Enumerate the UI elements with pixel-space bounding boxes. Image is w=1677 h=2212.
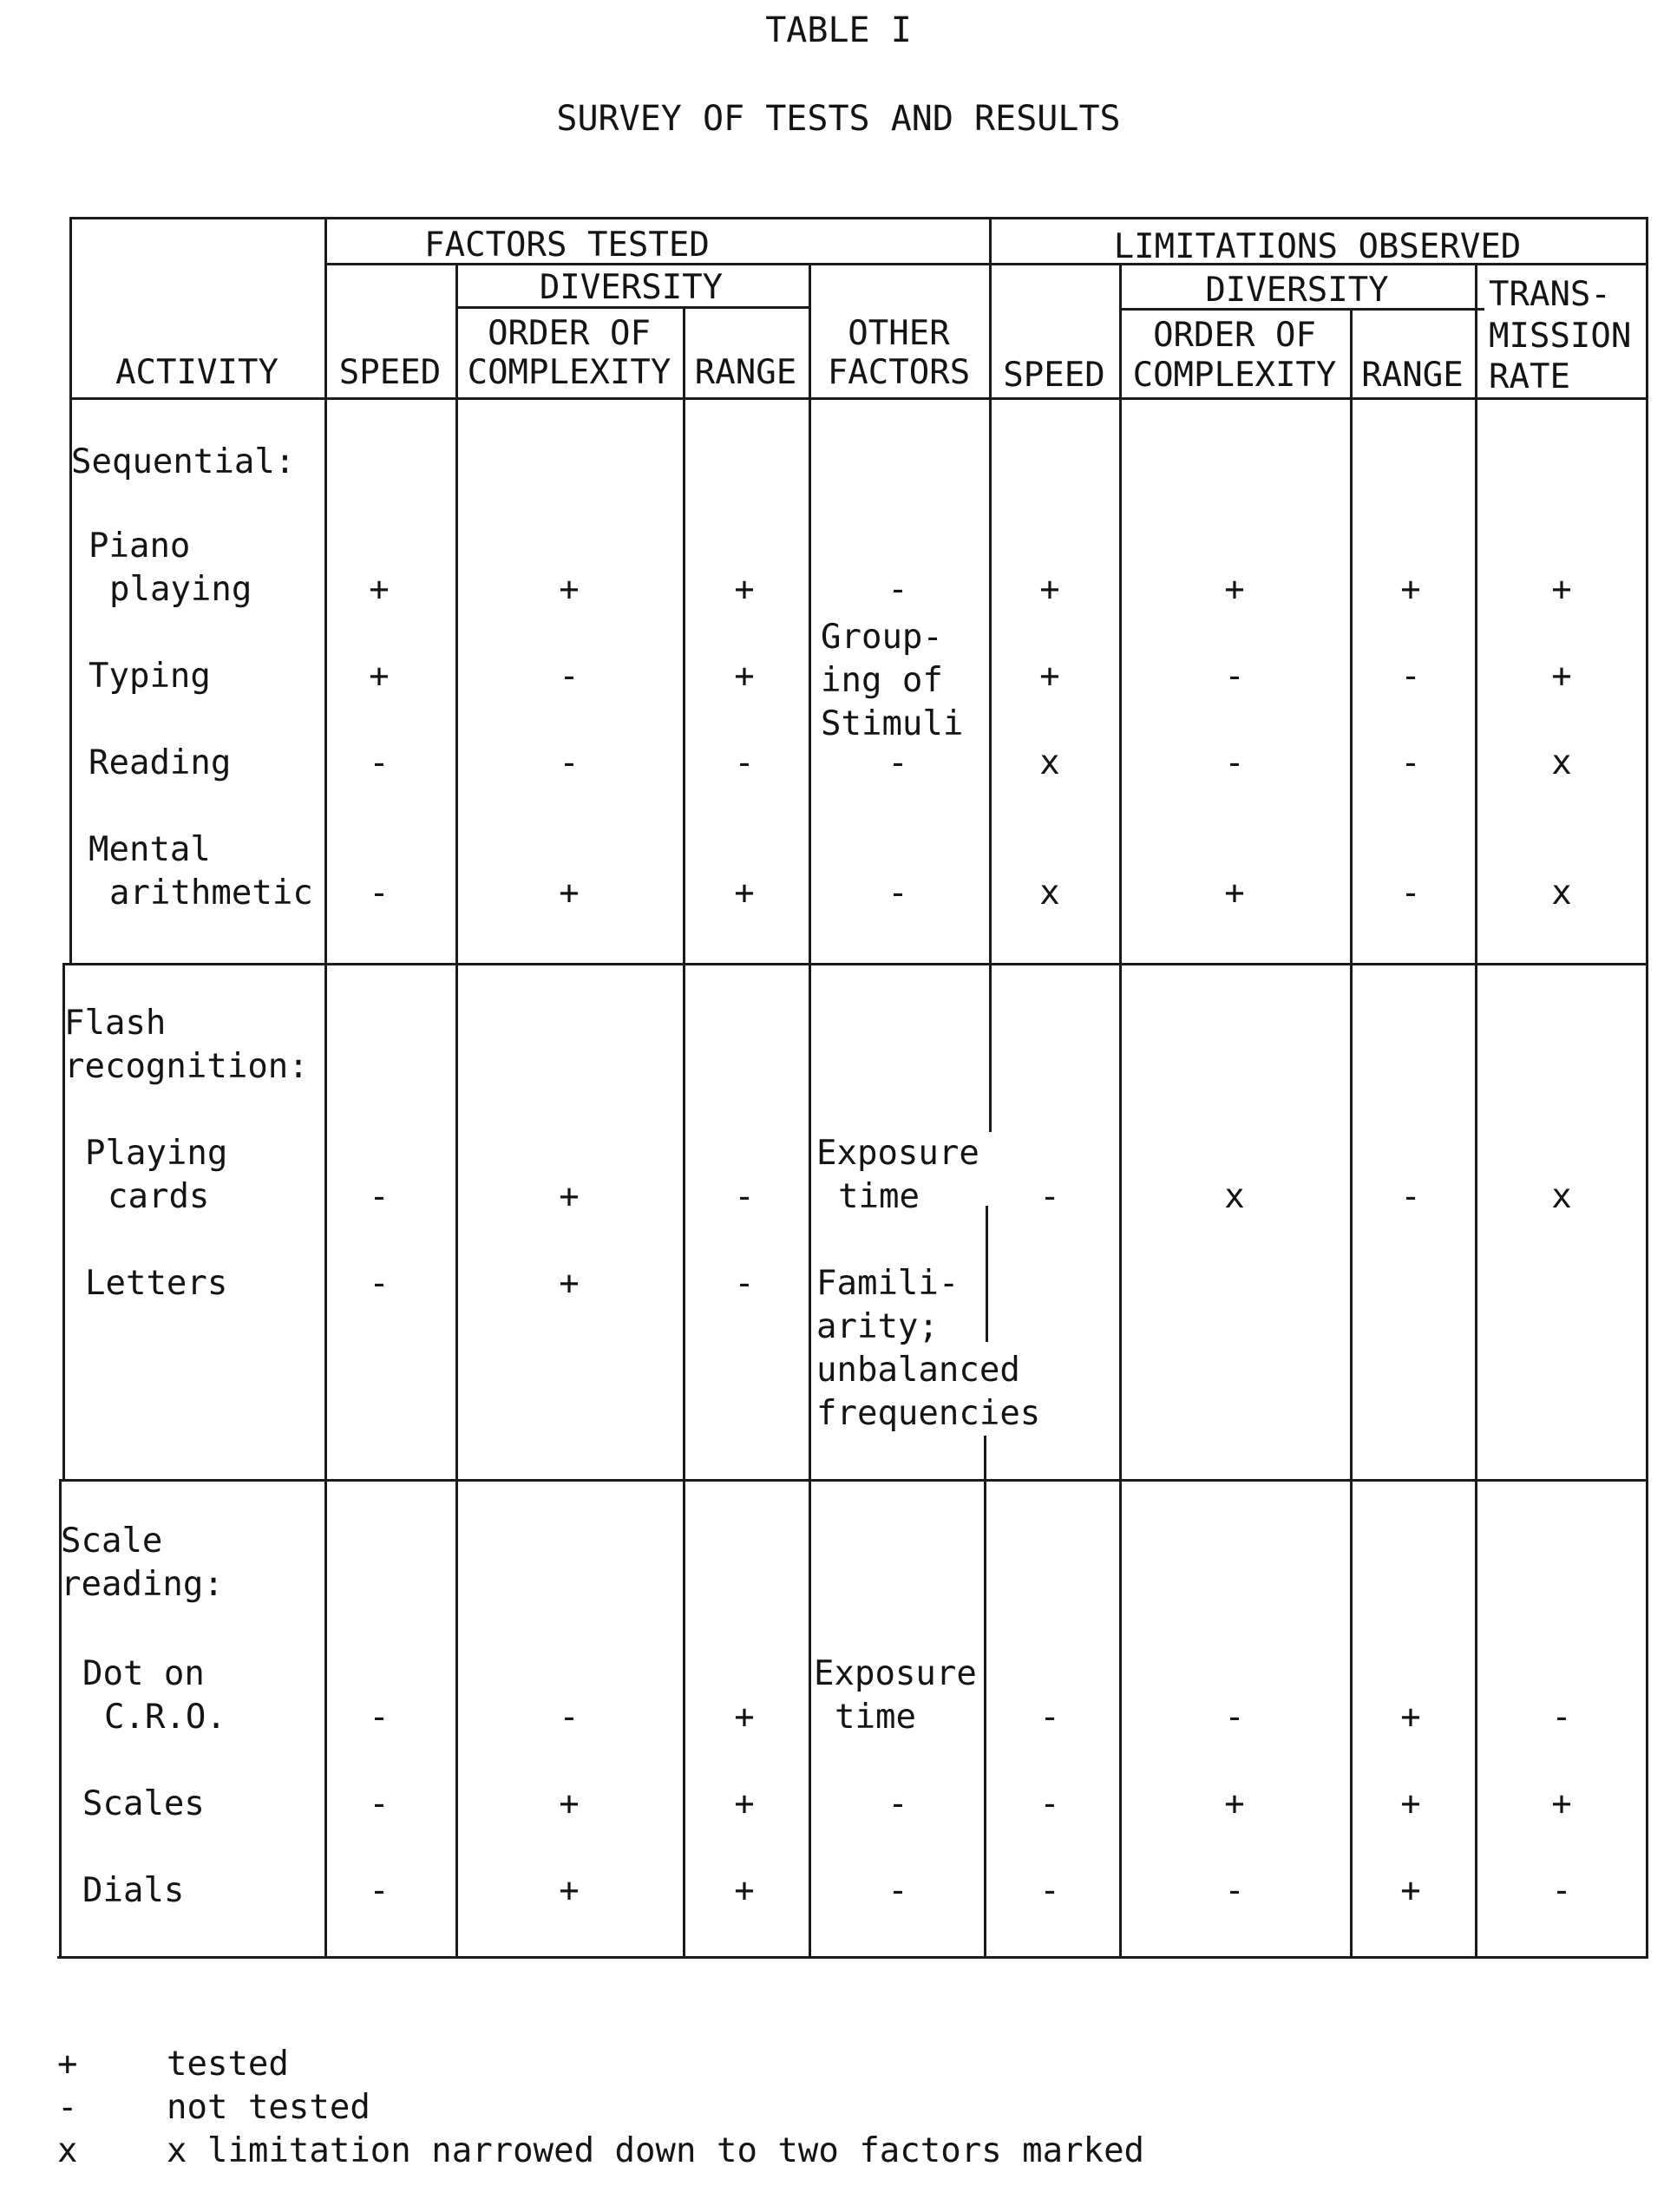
cell-dot-4: -	[1039, 1698, 1060, 1737]
activity-piano-line2: playing	[109, 570, 252, 609]
legend-x-text: x limitation narrowed down to two factors marked	[167, 2131, 1145, 2170]
legend-plus-symbol: +	[57, 2045, 78, 2084]
cell-scales-4: -	[1039, 1784, 1060, 1823]
cell-mental-6: -	[1400, 874, 1421, 913]
cell-letters-2: -	[734, 1264, 755, 1303]
rule-section-1	[62, 963, 1648, 965]
activity-piano-line1: Piano	[88, 527, 191, 566]
cell-cards-2: -	[734, 1177, 755, 1216]
cell-dials-7: -	[1551, 1871, 1572, 1910]
legend-minus-text: not tested	[167, 2088, 370, 2127]
rule-right	[1646, 217, 1648, 1958]
rule-order-left	[455, 263, 458, 1958]
cell-mental-0: -	[369, 874, 390, 913]
cell-cards-1: +	[559, 1177, 580, 1216]
cell-mental-4: x	[1039, 874, 1060, 913]
cell-dials-2: +	[734, 1871, 755, 1910]
rule-speed2-left-b	[986, 1206, 988, 1342]
legend-plus-text: tested	[167, 2045, 289, 2084]
section-scale-line2: reading:	[61, 1565, 224, 1604]
rule-speed2-left-c	[984, 1436, 986, 1958]
note-familiarity-line4: frequencies	[816, 1394, 1041, 1433]
section-scale-line1: Scale	[61, 1522, 163, 1561]
section-flash-line2: recognition:	[64, 1047, 309, 1086]
cell-reading-4: x	[1039, 743, 1060, 782]
activity-typing: Typing	[88, 657, 211, 696]
cell-piano-0: +	[369, 570, 390, 609]
cell-mental-5: +	[1224, 874, 1245, 913]
cell-reading-0: -	[369, 743, 390, 782]
cell-letters-0: -	[369, 1264, 390, 1303]
cell-scales-6: +	[1400, 1784, 1421, 1823]
header-order-of-observed: ORDER OF	[1153, 316, 1316, 355]
rule-top	[69, 217, 1648, 219]
cell-dot-0: -	[369, 1698, 390, 1737]
activity-letters: Letters	[85, 1264, 228, 1303]
header-complexity-observed: COMPLEXITY	[1132, 356, 1337, 395]
cell-typing-4: +	[1039, 657, 1060, 696]
cell-reading-1: -	[559, 743, 580, 782]
header-speed-tested: SPEED	[338, 353, 442, 392]
rule-order2-left	[1119, 263, 1122, 1958]
cell-mental-3: -	[888, 874, 908, 913]
cell-dials-5: -	[1224, 1871, 1245, 1910]
cell-piano-3: -	[888, 570, 908, 609]
header-factors: FACTORS	[827, 353, 971, 392]
cell-dials-4: -	[1039, 1871, 1060, 1910]
cell-reading-2: -	[734, 743, 755, 782]
activity-dials: Dials	[82, 1871, 185, 1910]
cell-reading-7: x	[1551, 743, 1572, 782]
activity-reading: Reading	[88, 743, 232, 782]
header-range-observed: RANGE	[1361, 356, 1464, 395]
header-limitations-observed: LIMITATIONS OBSERVED	[1113, 227, 1522, 266]
cell-typing-6: -	[1400, 657, 1421, 696]
activity-dot-line1: Dot on	[82, 1654, 205, 1693]
rule-range-left	[683, 306, 685, 1958]
cell-dot-5: -	[1224, 1698, 1245, 1737]
section-sequential: Sequential:	[71, 442, 296, 481]
cell-cards-7: x	[1551, 1177, 1572, 1216]
rule-range2-left	[1350, 308, 1353, 1958]
header-rate: RATE	[1489, 357, 1570, 396]
cell-dot-1: -	[559, 1698, 580, 1737]
rule-other-left	[809, 263, 811, 1958]
rule-left-1	[69, 217, 72, 963]
cell-dot-2: +	[734, 1698, 755, 1737]
header-other: OTHER	[848, 314, 950, 353]
cell-piano-2: +	[734, 570, 755, 609]
cell-typing-1: -	[559, 657, 580, 696]
cell-typing-0: +	[369, 657, 390, 696]
cell-letters-1: +	[559, 1264, 580, 1303]
note-familiarity-line2: arity;	[816, 1307, 939, 1346]
header-mission: MISSION	[1489, 317, 1632, 356]
cell-piano-6: +	[1400, 570, 1421, 609]
activity-cards-line1: Playing	[85, 1134, 228, 1173]
cell-cards-6: -	[1400, 1177, 1421, 1216]
rule-header-bottom	[69, 397, 1648, 400]
cell-piano-1: +	[559, 570, 580, 609]
header-factors-tested: FACTORS TESTED	[424, 226, 710, 265]
cell-reading-5: -	[1224, 743, 1245, 782]
cell-typing-5: -	[1224, 657, 1245, 696]
note-familiarity-line1: Famili-	[816, 1264, 960, 1303]
table-number: TABLE I	[765, 10, 912, 50]
note-exposure-dot-line1: Exposure	[814, 1654, 977, 1693]
note-familiarity-line3: unbalanced	[816, 1351, 1020, 1390]
note-exposure-cards-line2: time	[838, 1177, 920, 1216]
cell-scales-7: +	[1551, 1784, 1572, 1823]
activity-mental-line1: Mental	[88, 830, 211, 869]
header-range-tested: RANGE	[694, 353, 797, 392]
cell-typing-7: +	[1551, 657, 1572, 696]
header-speed-observed: SPEED	[1003, 356, 1105, 395]
cell-scales-1: +	[559, 1784, 580, 1823]
cell-cards-4: -	[1039, 1177, 1060, 1216]
cell-dials-0: -	[369, 1871, 390, 1910]
cell-cards-0: -	[369, 1177, 390, 1216]
rule-speed-left	[324, 217, 327, 1958]
note-grouping-line1: Group-	[821, 618, 943, 657]
cell-scales-0: -	[369, 1784, 390, 1823]
cell-dot-7: -	[1551, 1698, 1572, 1737]
header-complexity-tested: COMPLEXITY	[467, 353, 671, 392]
section-flash-line1: Flash	[64, 1004, 167, 1043]
cell-dials-6: +	[1400, 1871, 1421, 1910]
header-diversity-observed: DIVERSITY	[1205, 271, 1389, 310]
cell-reading-3: -	[888, 743, 908, 782]
cell-cards-5: x	[1224, 1177, 1245, 1216]
cell-reading-6: -	[1400, 743, 1421, 782]
header-order-of-tested: ORDER OF	[488, 314, 651, 353]
note-grouping-line3: Stimuli	[821, 704, 964, 743]
note-grouping-line2: ing of	[821, 661, 943, 700]
activity-dot-line2: C.R.O.	[104, 1698, 226, 1737]
table-title: SURVEY OF TESTS AND RESULTS	[556, 99, 1121, 139]
rule-bottom	[57, 1956, 1648, 1959]
header-diversity-tested: DIVERSITY	[539, 268, 724, 307]
header-trans: TRANS-	[1489, 275, 1611, 314]
activity-mental-line2: arithmetic	[109, 874, 313, 913]
legend-x-symbol: x	[57, 2131, 78, 2170]
cell-piano-4: +	[1039, 570, 1060, 609]
cell-mental-7: x	[1551, 874, 1572, 913]
cell-mental-1: +	[559, 874, 580, 913]
cell-scales-3: -	[888, 1784, 908, 1823]
rule-section-2	[61, 1479, 1648, 1482]
activity-scales: Scales	[82, 1784, 205, 1823]
cell-mental-2: +	[734, 874, 755, 913]
activity-cards-line2: cards	[108, 1177, 210, 1216]
legend-minus-symbol: -	[57, 2088, 78, 2127]
cell-scales-2: +	[734, 1784, 755, 1823]
cell-piano-5: +	[1224, 570, 1245, 609]
cell-typing-2: +	[734, 657, 755, 696]
rule-rate-left	[1475, 263, 1477, 1958]
cell-dot-6: +	[1400, 1698, 1421, 1737]
note-exposure-dot-line2: time	[835, 1698, 916, 1737]
cell-scales-5: +	[1224, 1784, 1245, 1823]
cell-dials-3: -	[888, 1871, 908, 1910]
cell-piano-7: +	[1551, 570, 1572, 609]
cell-dials-1: +	[559, 1871, 580, 1910]
note-exposure-cards-line1: Exposure	[816, 1134, 979, 1173]
header-activity: ACTIVITY	[115, 353, 278, 392]
